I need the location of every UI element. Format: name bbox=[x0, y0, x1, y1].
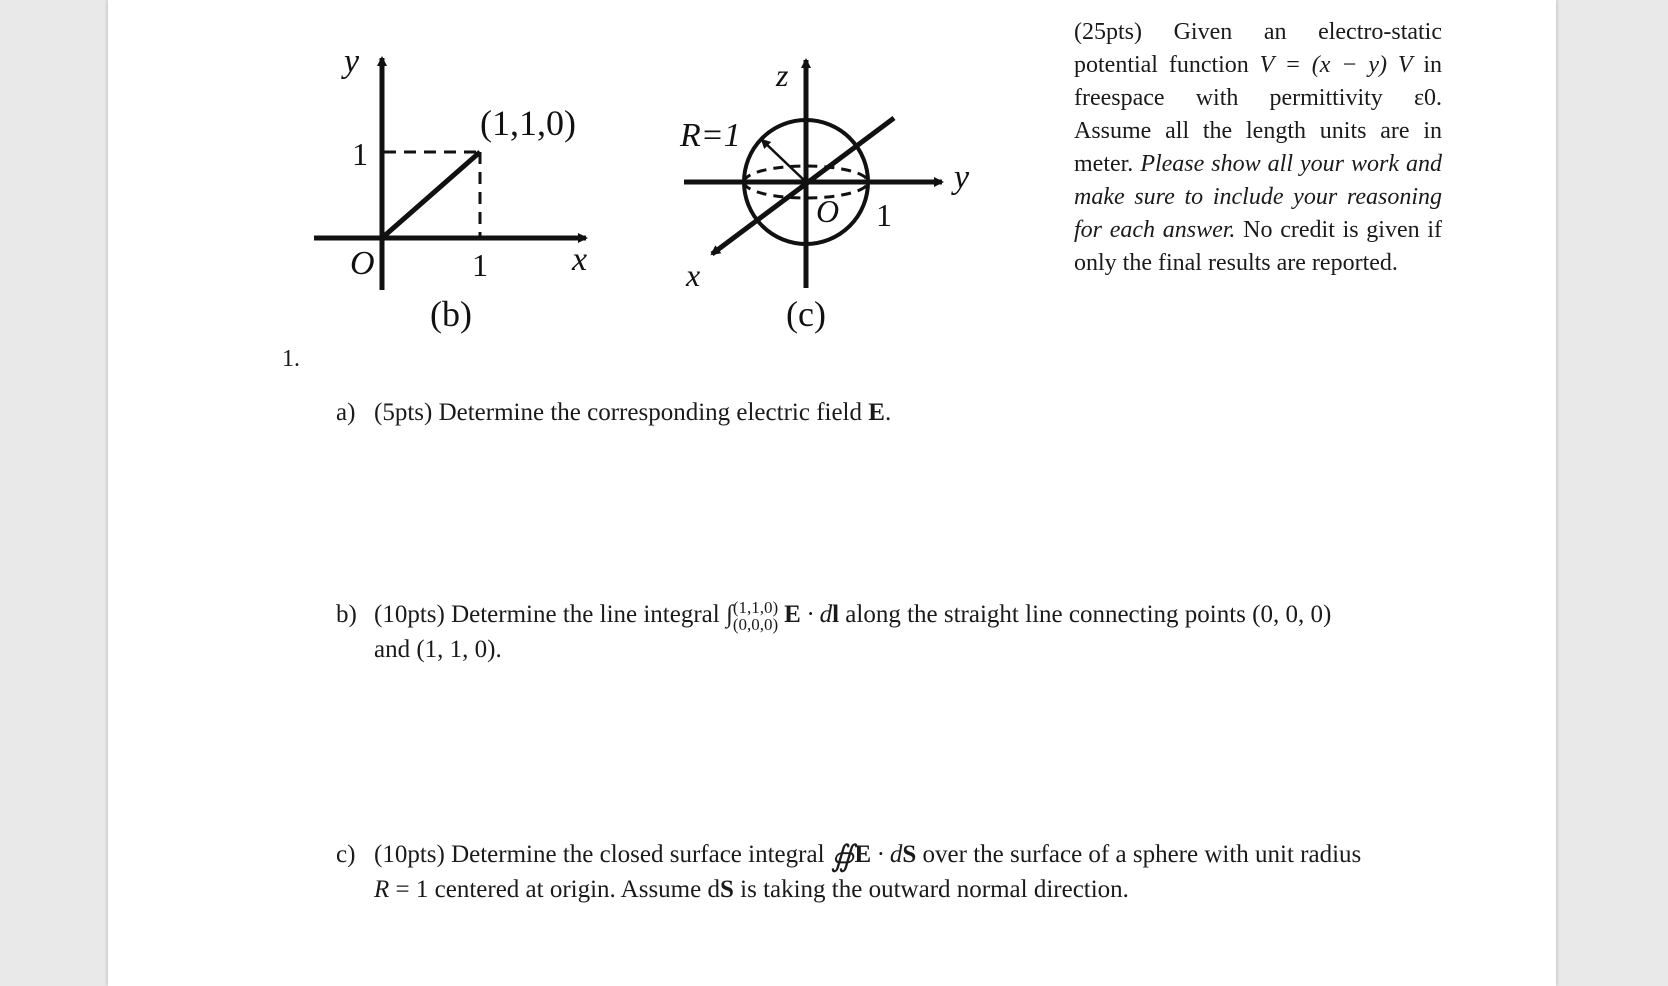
part-c-S: S bbox=[902, 841, 917, 868]
part-b-label: b) bbox=[336, 601, 357, 628]
c-z-label: z bbox=[776, 57, 789, 93]
part-c-integral-sign: ∯ bbox=[830, 840, 855, 873]
c-caption: (c) bbox=[786, 294, 826, 334]
part-b bbox=[336, 598, 1516, 666]
b-tick-y: 1 bbox=[352, 136, 368, 172]
question-number: 1. bbox=[282, 346, 300, 372]
part-b-text-2: along the straight line connecting points (0, 0, 0) bbox=[845, 601, 1332, 628]
intro-text-2: in freespace with permittivity bbox=[1074, 52, 1443, 111]
part-b-text-1: (10pts) Determine the line integral ∫ bbox=[374, 601, 733, 628]
part-b-dot: · d bbox=[800, 601, 833, 628]
part-b-l: l bbox=[832, 601, 840, 628]
intro-permittivity: ε0. bbox=[1413, 85, 1443, 111]
part-b-lower: (0,0,0) bbox=[732, 615, 779, 635]
b-tick-x: 1 bbox=[472, 247, 488, 283]
c-x-label: x bbox=[686, 257, 701, 293]
c-tick: 1 bbox=[876, 197, 892, 233]
b-x-label: x bbox=[572, 241, 588, 278]
b-y-label: y bbox=[344, 43, 360, 80]
part-c-E: E bbox=[854, 841, 872, 868]
intro-text-3: Assume all the length units are in meter. bbox=[1074, 118, 1442, 177]
c-radius-label: R=1 bbox=[680, 117, 741, 154]
intro-points: (25pts) bbox=[1074, 19, 1142, 45]
figure-b bbox=[300, 40, 620, 350]
part-c-text-3: = 1 centered at origin. Assume d bbox=[389, 876, 720, 903]
intro-paragraph bbox=[1074, 16, 1442, 280]
c-radius-arrow bbox=[762, 140, 806, 182]
part-c-dS: S bbox=[719, 876, 734, 903]
part-c-text-4: is taking the outward normal direction. bbox=[740, 876, 1129, 903]
part-a bbox=[336, 396, 1516, 429]
part-c-text-2: over the surface of a sphere with unit radius bbox=[922, 841, 1362, 868]
b-path-line bbox=[382, 152, 480, 238]
part-a-end: . bbox=[884, 399, 892, 426]
part-b-E: E bbox=[784, 601, 801, 628]
intro-emphasis: Please show all your work and make sure to include your reasoning for each answer. bbox=[1074, 151, 1443, 243]
part-c-R: R bbox=[374, 876, 390, 903]
b-caption: (b) bbox=[430, 294, 472, 334]
c-y-label: y bbox=[954, 159, 970, 196]
part-b-text-3: and (1, 1, 0). bbox=[374, 636, 502, 664]
part-b-limits bbox=[733, 599, 778, 633]
part-c-dot: · d bbox=[871, 841, 903, 868]
c-origin: O bbox=[816, 193, 840, 229]
b-point-label: (1,1,0) bbox=[480, 103, 576, 143]
part-c-text-1: (10pts) Determine the closed surface integral bbox=[374, 841, 825, 868]
part-c-label: c) bbox=[336, 841, 356, 868]
intro-text-1: Given an electro-static potential function bbox=[1074, 19, 1443, 78]
part-a-label: a) bbox=[336, 399, 356, 426]
figure-c bbox=[670, 40, 990, 350]
intro-formula: V = (x − y) V bbox=[1259, 52, 1413, 78]
part-b-upper: (1,1,0) bbox=[732, 598, 779, 618]
part-c bbox=[336, 838, 1516, 906]
part-a-text: (5pts) Determine the corresponding electric field bbox=[374, 399, 863, 426]
intro-text-4: No credit is given if only the final results are reported. bbox=[1074, 217, 1443, 276]
part-a-symbol: E bbox=[868, 399, 885, 426]
b-origin: O bbox=[350, 245, 375, 282]
